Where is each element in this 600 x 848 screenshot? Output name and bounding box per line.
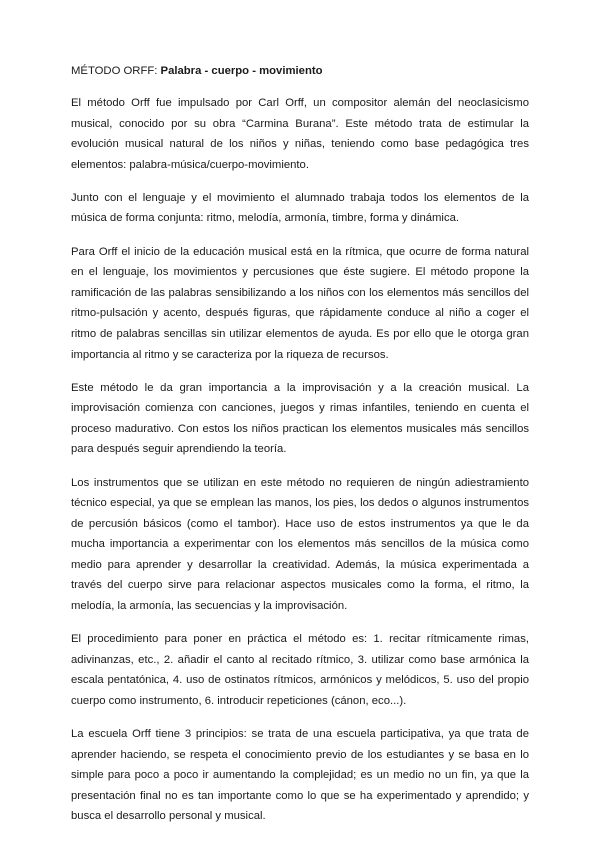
document-title [71, 62, 529, 80]
paragraph-instruments: Los instrumentos que se utilizan en este método no requieren de ningún adiestramiento técnico especial, ya que se emplean las manos, los pies, los dedos o algunos instrumentos de percusión básicos (como el tambor). Hace uso de estos instrumentos ya que le da mucha importancia a experimentar con los elementos más sencillos de la música como medio para aprender y desarrollar la creatividad. Además, la música experimentada a través del cuerpo sirve para relacionar aspectos musicales como la forma, el ritmo, la melodía, la armonía, las secuencias y la improvisación. [71, 476, 529, 613]
paragraph-elements: Junto con el lenguaje y el movimiento el alumnado trabaja todos los elementos de la música de forma conjunta: ritmo, melodía, armonía, timbre, forma y dinámica. [71, 191, 529, 225]
paragraph-intro: El método Orff fue impulsado por Carl Orff, un compositor alemán del neoclasicismo musical, conocido por su obra “Carmina Burana”. Este método trata de estimular la evolución musical natural de los niños y niñas, teniendo como base pedagógica tres elementos: palabra-música/cuerpo-movimiento. [71, 97, 529, 171]
title-bold: Palabra - cuerpo - movimiento [160, 65, 323, 77]
title-prefix: MÉTODO ORFF: [71, 65, 161, 77]
paragraph-improvisation: Este método le da gran importancia a la improvisación y a la creación musical. La improvisación comienza con canciones, juegos y rimas infantiles, teniendo en cuenta el proceso madurativo. Con estos los niños practican los elementos musicales más sencillos para después seguir aprendiendo la teoría. [71, 381, 529, 456]
paragraph-procedure: El procedimiento para poner en práctica el método es: 1. recitar rítmicamente rimas, adivinanzas, etc., 2. añadir el canto al recitado rítmico, 3. utilizar como base armónica la escala pentatónica, 4. uso de ostinatos rítmicos, armónicos y melódicos, 5. uso del propio cuerpo como instrumento, 6. introducir repeticiones (cánon, eco...). [71, 633, 529, 707]
paragraph-principles: La escuela Orff tiene 3 principios: se trata de una escuela participativa, ya que trata de aprender haciendo, se respeta el conocimiento previo de los estudiantes y se basa en lo simple para poco a poco ir aumentando la complejidad; es un medio no un fin, ya que la presentación final no es tan importante como lo que se ha experimentado y aprendido; y busca el desarrollo personal y musical. [71, 728, 529, 823]
document-page [71, 62, 529, 840]
paragraph-rhythm: Para Orff el inicio de la educación musical está en la rítmica, que ocurre de forma natural en el lenguaje, los movimientos y percusiones que éste sugiere. El método propone la ramificación de las palabras sensibilizando a los niños con los elementos más sencillos del ritmo-pulsación y acento, después figuras, que rápidamente conduce al niño a coger el ritmo de palabras sencillas sin utilizar elementos de ayuda. Es por ello que le otorga gran importancia al ritmo y se caracteriza por la riqueza de recursos. [71, 245, 529, 361]
